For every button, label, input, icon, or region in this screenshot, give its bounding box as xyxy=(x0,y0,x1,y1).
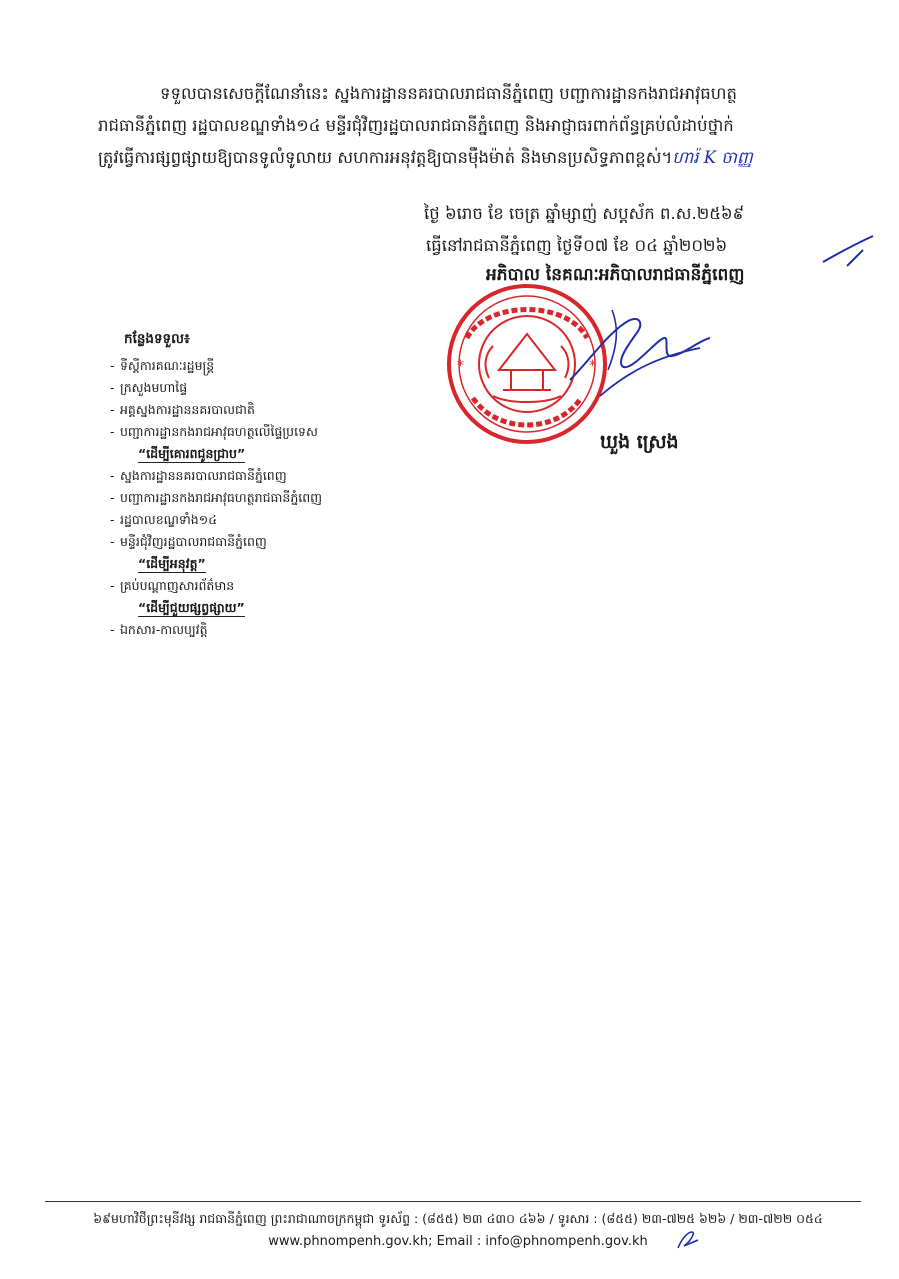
signature-icon xyxy=(560,300,720,410)
body-line-3 xyxy=(98,142,878,174)
initial-mark-icon xyxy=(674,1228,700,1252)
recipients-list xyxy=(110,330,410,641)
recipient-item: - គ្រប់បណ្តាញសារព័ត៌មាន xyxy=(110,578,235,593)
body-paragraph xyxy=(98,78,878,174)
footer-divider xyxy=(45,1201,861,1202)
recipient-item: - ក្រសួងមហាផ្ទៃ xyxy=(110,380,188,395)
body-line-3-text: ត្រូវធ្វើការផ្សព្វផ្សាយឱ្យបានទូលំទូលាយ សហការអនុវត្តឱ្យបានម៉ឺងម៉ាត់ និងមានប្រសិទ្ធភាពខ្ពស់។ xyxy=(98,148,673,167)
recipient-item: - បញ្ជាការដ្ឋានកងរាជអាវុធហត្ថរាជធានីភ្នំពេញ xyxy=(110,490,323,505)
svg-text:*: * xyxy=(589,358,596,374)
svg-text:*: * xyxy=(457,358,464,374)
recipients-heading: កន្លែងទទួល៖ xyxy=(124,331,190,347)
recipient-purpose: “ដើម្បីជួយផ្សព្វផ្សាយ” xyxy=(138,600,245,615)
recipient-item: - ឯកសារ-កាលប្បវត្តិ xyxy=(110,622,208,637)
date-block xyxy=(424,198,744,262)
solar-date: ធ្វើនៅរាជធានីភ្នំពេញ ថ្ងៃទី០៧ ខែ ០៤ ឆ្នាំ២០២៦ xyxy=(426,236,728,255)
footer-website-email[interactable]: www.phnompenh.gov.kh; Email : info@phnompenh.gov.kh xyxy=(268,1234,648,1249)
body-line-2: រាជធានីភ្នំពេញ រដ្ឋបាលខណ្ឌទាំង១៤ មន្ទីរជុំវិញរដ្ឋបាលរាជធានីភ្នំពេញ និងអាជ្ញាធរពាក់ព័ន្ធគ្រប់លំដាប់ថ្នាក់ xyxy=(98,116,734,135)
recipient-item: - ទីស្តីការគណៈរដ្ឋមន្ត្រី xyxy=(110,358,215,373)
recipient-item: - រដ្ឋបាលខណ្ឌទាំង១៤ xyxy=(110,512,218,527)
lunar-date: ថ្ងៃ ៦រោច ខែ ចេត្រ ឆ្នាំម្សាញ់ សប្តស័ក ព.ស.២៥៦៩ xyxy=(424,204,745,223)
footer-contact xyxy=(58,1234,858,1249)
body-line-1: ទទួលបានសេចក្តីណែនាំនេះ ស្នងការដ្ឋាននគរបាលរាជធានីភ្នំពេញ បញ្ជាការដ្ឋានកងរាជអាវុធហត្ថ xyxy=(160,84,737,103)
margin-annotation-icon xyxy=(817,232,877,284)
governor-title: អភិបាល នៃគណៈអភិបាលរាជធានីភ្នំពេញ xyxy=(486,265,745,285)
recipient-item: - ស្នងការដ្ឋាននគរបាលរាជធានីភ្នំពេញ xyxy=(110,468,287,483)
recipient-purpose: “ដើម្បីគោរពជូនជ្រាប” xyxy=(138,446,246,461)
signer-name: ឃួង ស្រេង xyxy=(600,431,679,453)
recipient-item: - បញ្ជាការដ្ឋានកងរាជអាវុធហត្ថលើផ្ទៃប្រទេស xyxy=(110,424,318,439)
recipient-item: - អគ្គស្នងការដ្ឋាននគរបាលជាតិ xyxy=(110,402,255,417)
recipient-purpose: “ដើម្បីអនុវត្ត” xyxy=(138,556,206,571)
handwritten-note: ហារ៉ K ចាញ្ញ xyxy=(672,148,753,167)
recipient-item: - មន្ទីរជុំវិញរដ្ឋបាលរាជធានីភ្នំពេញ xyxy=(110,534,267,549)
footer-address: ៦៩មហាវិថីព្រះមុនីវង្ស រាជធានីភ្នំពេញ ព្រះរាជាណាចក្រកម្ពុជា ទូរស័ព្ទ : (៨៥៥) ២៣ ៤៣០ ៤៦៦ / ទូរសារ : (៨៥៥) ២៣-៧២៥ ៦២៦ / ២៣-៧២២ ០៥៤ xyxy=(93,1211,823,1226)
